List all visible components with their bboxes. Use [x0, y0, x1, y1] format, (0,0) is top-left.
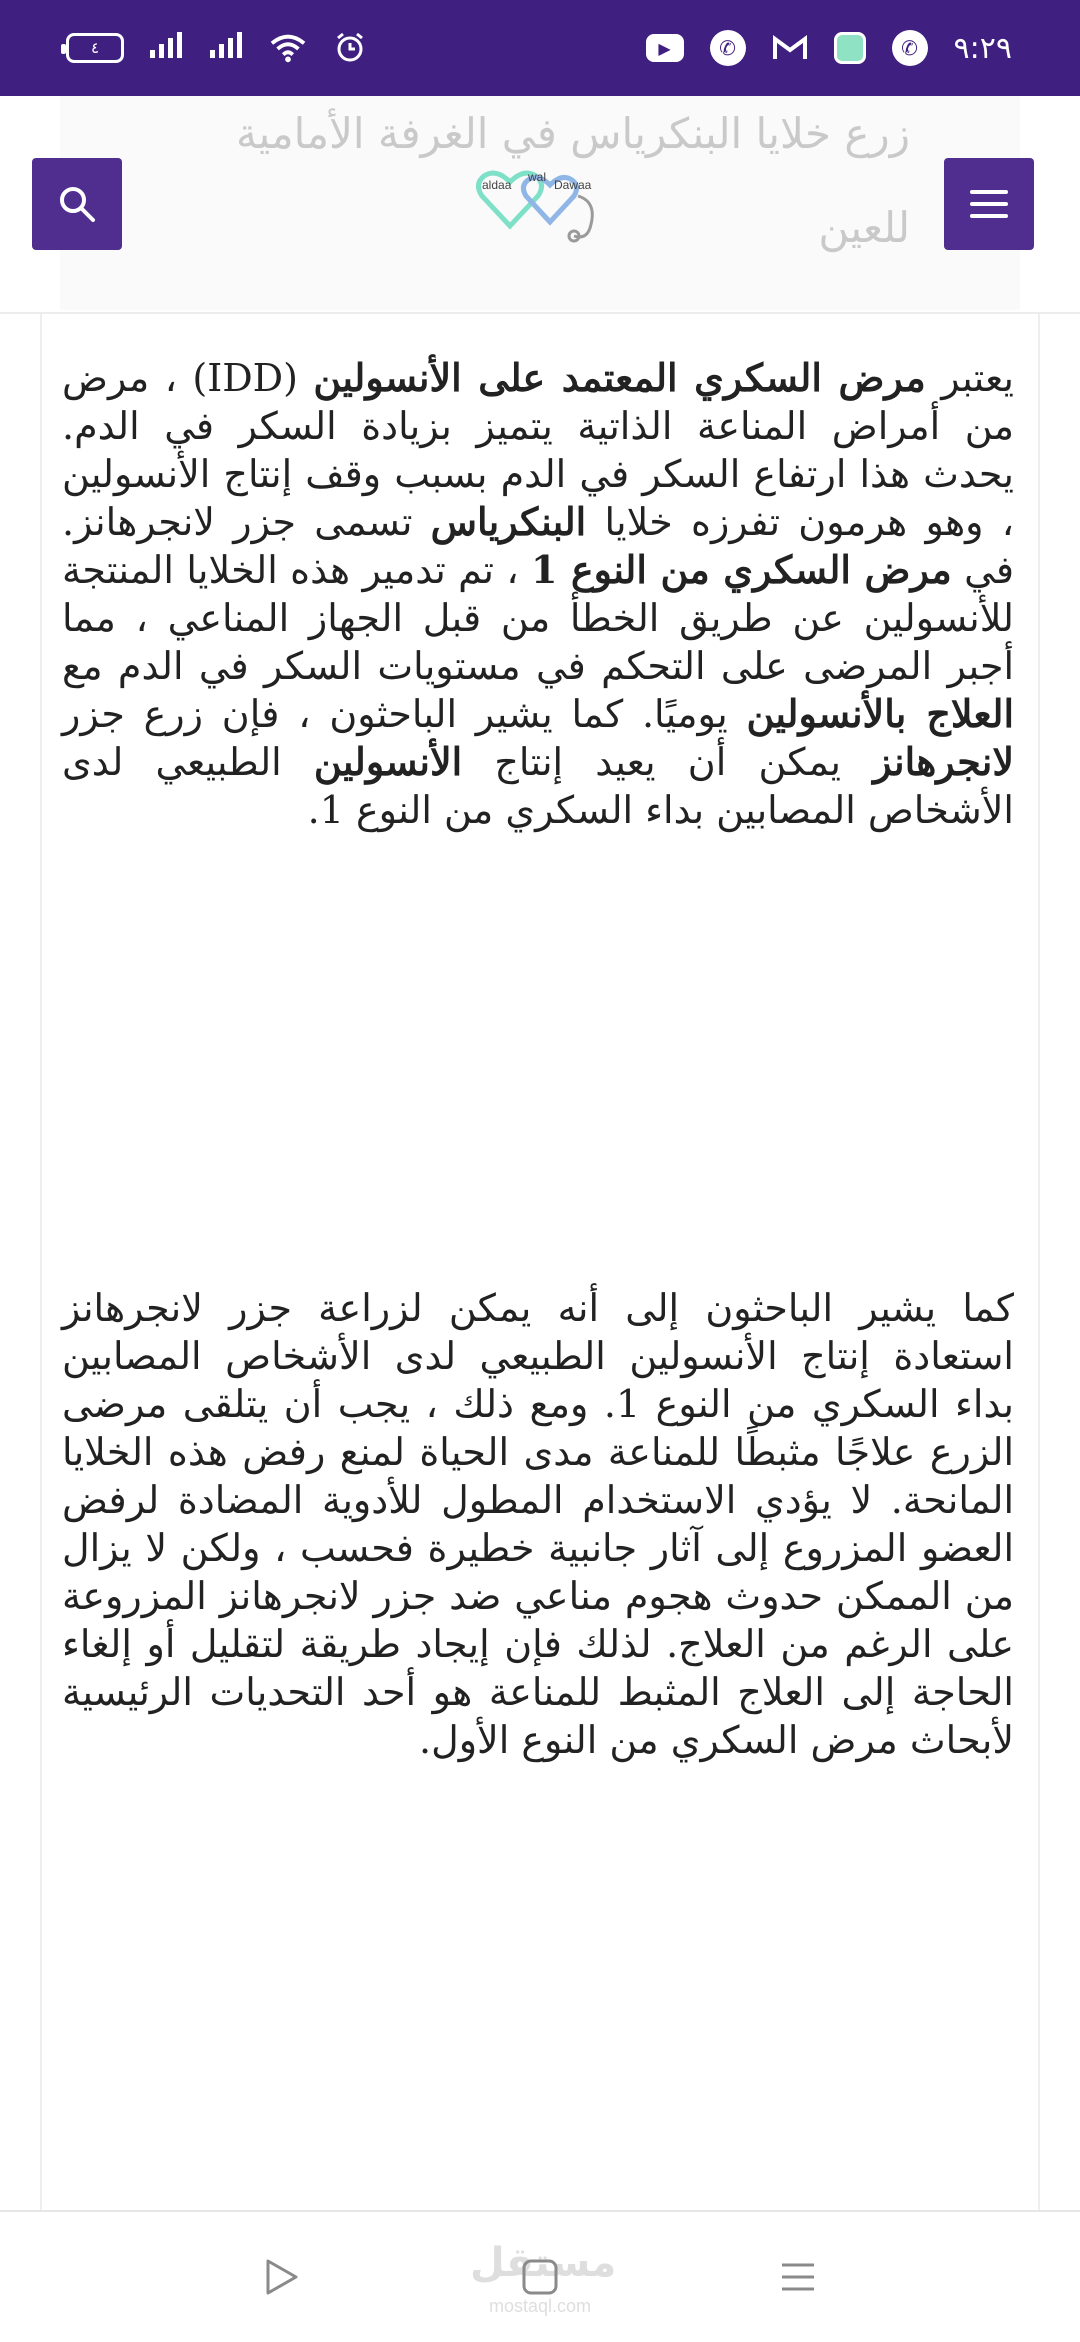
site-logo[interactable]	[470, 156, 610, 246]
signal-icon	[210, 31, 244, 66]
status-left	[66, 30, 368, 66]
logo-text-right: Dawaa	[554, 178, 592, 192]
watermark-url: mostaql.com	[488, 2296, 592, 2316]
back-icon	[262, 2257, 302, 2297]
site-header	[0, 96, 1080, 314]
text-run: يوميًا. كما يشير الباحثون ، فإن زرع جزر	[62, 692, 747, 736]
bold-term: مرض السكري من النوع 1	[531, 547, 952, 592]
status-right	[646, 30, 1012, 66]
text-run: تسمى جزر لانجرهانز. في	[62, 500, 1014, 592]
back-button[interactable]	[222, 2212, 342, 2342]
app-icon	[834, 32, 866, 64]
text-run: يعتبر	[925, 356, 1014, 400]
clock: ٩:٢٩	[953, 30, 1012, 66]
article-paragraph-2: كما يشير الباحثون إلى أنه يمكن لزراعة جزر لانجرهانز استعادة إنتاج الأنسولين الطبيعي لدى الأشخاص المصابين بداء السكري من النوع 1. ومع ذلك ، يجب أن يتلقى مرضى الزرع علاجًا مثبطًا للمناعة مدى الحياة لمنع رفض هذه الخلايا المانحة. لا يؤدي الاستخدام المطول للأدوية المضادة لرفض العضو المزروع إلى آثار جانبية خطيرة فحسب ، ولكن لا يزال من الممكن حدوث هجوم مناعي ضد جزر لانجرهانز المزروعة على الرغم من العلاج. لذلك فإن إيجاد طريقة لتقليل أو إلغاء الحاجة إلى العلاج المثبط للمناعة هو أحد التحديات الرئيسية لأبحاث مرض السكري من النوع الأول.	[62, 1286, 1015, 1762]
recents-icon	[778, 2257, 818, 2297]
status-bar	[0, 0, 1080, 96]
search-button[interactable]	[32, 158, 122, 250]
wifi-icon	[270, 30, 306, 66]
text-run: الطبيعي لدى الأشخاص المصابين بداء السكري من النوع 1.	[62, 740, 1014, 832]
text-run: يمكن أن يعيد إنتاج	[462, 740, 874, 784]
bold-term: مرض السكري المعتمد على الأنسولين	[313, 355, 926, 400]
signal-icon	[150, 31, 184, 66]
gmail-icon	[772, 30, 808, 66]
system-nav-bar	[0, 2210, 1080, 2340]
recents-button[interactable]	[738, 2212, 858, 2342]
header-background-title-line1: زرع خلايا البنكرياس في الغرفة الأمامية	[235, 109, 910, 158]
battery-level: ٤	[90, 39, 100, 57]
bold-term: البنكرياس	[430, 499, 587, 544]
watermark-logo: مستقل	[470, 2240, 617, 2286]
text-run: ، تم تدمير هذه الخلايا المنتجة للأنسولين عن طريق الخطأ من قبل الجهاز المناعي ، مما أجبر المرضى على التحكم في مستويات السكر في الدم مع	[62, 548, 1014, 688]
article-paragraph-1	[42, 354, 1038, 834]
phone-icon: ✆	[710, 30, 746, 66]
logo-text-mid: wal	[528, 170, 547, 184]
header-background-title-line2: للعين	[818, 203, 910, 252]
alarm-icon	[332, 30, 368, 66]
bold-term: لانجرهانز	[873, 739, 1014, 784]
logo-text-left: aldaa	[482, 178, 512, 192]
hamburger-icon	[970, 190, 1008, 218]
menu-button[interactable]	[944, 158, 1034, 250]
article-body	[40, 314, 1040, 2214]
bold-term: الأنسولين	[313, 739, 463, 784]
whatsapp-icon: ✆	[892, 30, 928, 66]
home-button[interactable]	[480, 2212, 600, 2342]
battery-icon	[66, 33, 124, 63]
text-run: (IDD) ، مرض من أمراض المناعة الذاتية يتميز بزيادة السكر في الدم. يحدث هذا ارتفاع السكر في الدم بسبب وقف إنتاج الأنسولين ، وهو هرمون تفرزه خلايا	[62, 356, 1014, 544]
home-icon	[520, 2257, 560, 2297]
youtube-icon: ▶	[646, 34, 684, 62]
bold-term: العلاج بالأنسولين	[746, 691, 1015, 736]
search-icon	[57, 184, 97, 224]
